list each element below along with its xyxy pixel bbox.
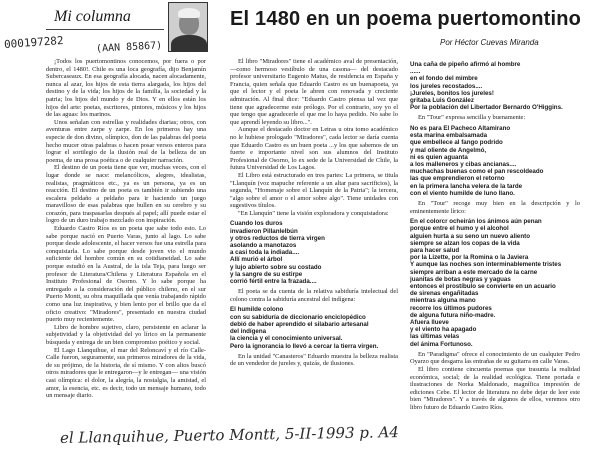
- article-headline: El 1480 en un poema puertomontino: [230, 8, 582, 30]
- poem-line: por la Lizette, por la Romina o la Javiera: [410, 254, 529, 262]
- column-tag: Mi columna: [46, 8, 164, 30]
- paragraph: En "Tour" expresa sencilla y buenamente:: [418, 114, 526, 122]
- poem-line: esta marina embalsamada: [410, 132, 488, 140]
- poem-line: y otros reductos de tierra virgen: [230, 234, 325, 242]
- paragraph: El poeta se da cuenta de la relativa sabiduría intelectual del colono contra la sabiduría ancestral del indígena:: [230, 288, 398, 303]
- paragraph: En la unidad "Canasteros" Eduardo muestra la belleza realista de un vendedor de jureles y, quizás, de ilusiones.: [230, 352, 398, 368]
- poem-line: siempre arriban a este mercado de la carne: [410, 268, 538, 276]
- poem-excerpt: [410, 125, 580, 197]
- paragraph: Libro de hombre sujetivo, claro, persistente en aclarar la subjetividad y la objetividad del yo lírico en la permanente búsqueda y entrega de un bien compromiso poético y social.: [46, 323, 206, 346]
- paragraph: Eduardo Castro Ríos es un poeta que sabe todo esto. Lo sabe porque nació en Puerto Varas, junto al lago. Lo sabe porque desde adolescente, el hacer versos fue una estrella para conquistarla. Lo sabe porque desde joven vio el mundo suficiente del hombre común en su cotidianeidad. Lo sabe porque estudió en la Austral, de la isla Teja, para luego ser profesor de Literatura/Chilena y Literatura Española en el Instituto Profesional de Osorno. Y lo sabe porque ha entregado a la consideración del público chileno, en el sur Puerto Montt, su obra maquillada que venía trabajando rápido como una luz inspirativa, y bien lento por el brillo que da el oficio creativo: "Miradores", presentado en nuestra ciudad puerto muy recientemente.: [46, 225, 206, 324]
- poem-line: que embellece al fango podrido: [410, 139, 503, 147]
- paragraph: Aunque el destacado doctor en Letras u otra tomo académico no le hubiese prologado "Miradores", cada lector se daría cuenta que Eduardo Castro es un buen poeta ...y los que sabemos de un fuerte e importante nivel son sus alumnos del Instituto Profesional de Osorno, lo ex sede de la Universidad de Chile, la futura Universidad de Los Lagos.: [230, 126, 398, 172]
- poem-line: Una caña de pipeño afirmó al hombre: [410, 61, 521, 68]
- paragraph: "En Llanquín" tiene la visión exploradora y conquistadora:: [238, 209, 389, 217]
- left-column: [46, 58, 206, 426]
- paragraph: El libro "Miradores" tiene el académico aval de presentación, —como hermoso vestíbulo de una casona— del destacado profesor universitario Eugenio Matus, de residencia en España y Francia, quien señala que Eduardo Castro es un buenapoeta, ya que el lector y el poeta le abren con renovada y creciente admiración. Al final dice: "Eduardo Castro piensa tal vez que tiene que agradecerme este prólogo. Por el contrario, soy yo el que tengo que agradecerle el que me lo haya pedido. No sabe lo que aprendí leyendo su libro...".: [230, 58, 398, 126]
- poem-line: debió de haber aprendido el silabario artesanal: [230, 320, 369, 328]
- poem-line: y lujo abierto sobre su costado: [230, 263, 322, 271]
- poem-line: gritaba Luis González: [410, 97, 474, 105]
- paragraph: El Lago Llanquihue, el mar del Reloncaví y el río Calle-Calle fueron, seguramente, sus primeros miradores de la vida, de su prójimo, de la historia, de sí mismo. Y con altos buscó otros miradores que le entregaron—y le entregan— una visión casi olímpica: el dolor, la alegría, la nostalgia, la amistad, el amor, la esencia, etc. es decir, todo un mensaje humano, todo un mensaje diario.: [46, 346, 206, 400]
- poem-excerpt: [410, 218, 580, 348]
- paragraph: En "Paradigma" ofrece el conocimiento de un cualquier Pedro Oyarzo que desgarra las entrañas de su guitarra en calle Varas.: [410, 350, 580, 366]
- poem-line: del ánima Fortunoso.: [410, 340, 473, 348]
- poem-line: del indígena: [230, 328, 267, 336]
- middle-column: [230, 58, 398, 426]
- poem-line: Y aunque las noches son interminablemente tristes: [410, 261, 562, 269]
- poem-excerpt: [410, 61, 580, 111]
- poem-line: con el viento humilde de luno llano.: [410, 189, 515, 197]
- poem-line: No es para El Pacheco Altamirano: [410, 125, 511, 133]
- poem-line: recorre los últimos pudores: [410, 304, 492, 312]
- poem-line: El humilde colono: [230, 306, 284, 314]
- poem-line: ......: [410, 68, 421, 76]
- poem-line: entonces el prostíbulo se convierte en un acuario: [410, 283, 556, 291]
- poem-line: las últimas velas: [410, 333, 460, 341]
- paragraph: El Libro está estructurado en tres partes: La primera, se titula "Llanquín (voz mapuche referente a un altar para sacrificios), la segunda, "Homenaje sobre el Llanquín de la Patria"; la tercera, "algo sobre el amor o el amor sobre algo". Tiene unidades con sugestivos títulos.: [230, 171, 398, 210]
- paragraph: En "Tour" recoge muy bien en la descripción y lo eminentemente lírico:: [410, 200, 580, 215]
- poem-line: en la primera lancha velera de la tarde: [410, 182, 523, 190]
- poem-line: invadieron Pillanlelbún: [230, 227, 298, 235]
- handwritten-catalog-code: 000197282: [3, 33, 64, 52]
- poem-line: Cuando los duros: [230, 220, 283, 228]
- poem-line: y la sangre de su estirpe: [230, 270, 303, 278]
- poem-line: Allí murió el árbol: [230, 256, 283, 264]
- right-column: [410, 58, 580, 426]
- poem-line: y el viento ha apagado: [410, 326, 477, 334]
- poem-line: los jureles recostados....: [410, 82, 483, 90]
- paragraph: El libro contiene cincuenta poemas que trasunta la realidad económica, social; de la realidad ecológica. Tiene portada e ilustraciones de Norka Maldonado, magnífica impresión de ediciones Cebe. El lector de literatura no debe dejar de leer este bien "Miradores". Y a través de algunos de ellos, veremos otro libro futuro de Eduardo Castro Ríos.: [410, 366, 580, 412]
- poem-line: a casi toda la indiada....: [230, 249, 300, 257]
- poem-line: con su sabiduría de diccionario enciclopédico: [230, 313, 366, 321]
- poem-excerpt: [230, 306, 398, 349]
- poem-line: porque entre el humo y el alcohol: [410, 225, 509, 233]
- paragraph: Unos señalan con estrellas y realidades diarias; otros, con aventuras entre zarpe y zarpe. En los primeros hay una especie de don divino, olímpico, don de las palabras del poeta hecho mucer otras palabras o hacen posar versos enteros para lograr el sortilegio de la ilusión real de la belleza de un poema, de una prosa poética o de cualquier narración.: [46, 118, 206, 164]
- poem-line: en el fondo del mimbre: [410, 75, 478, 83]
- handwritten-source-note: el Llanquihue, Puerto Montt, 5-II-1993 p. A4: [59, 423, 399, 447]
- poem-line: Por la población del Libertador Bernardo O'Higgins.: [410, 104, 563, 112]
- poem-excerpt: [230, 220, 398, 285]
- article-byline: Por Héctor Cuevas Miranda: [440, 38, 539, 47]
- poem-line: alguien hurta a su seno un nuevo aliento: [410, 232, 530, 240]
- poem-line: de alguna futura niño-madre.: [410, 311, 496, 319]
- poem-line: juanitas de botas negras y yaguas: [410, 275, 511, 283]
- poem-line: siempre se alzan los copas de la vida: [410, 239, 520, 247]
- poem-line: ¡Jureles, bonitos los jureles!: [410, 89, 494, 97]
- author-photo: [168, 2, 208, 52]
- poem-line: Pero la ignorancia lo llevó a cercar la tierra virgen.: [230, 342, 379, 350]
- photo-shoulders: [171, 35, 207, 52]
- poem-line: En el colorcr ocheirán los ánimos aún penan: [410, 218, 542, 226]
- photo-hair: [178, 8, 200, 18]
- poem-line: las que emprendieron el retorno: [410, 175, 505, 183]
- poem-line: de sirenas engañitadas: [410, 290, 479, 298]
- poem-line: para hacer salud: [410, 247, 460, 255]
- poem-line: ni es quien aguanta: [410, 153, 468, 161]
- paragraph: ¡Todos los puertomontinos conocemos, por fuera o por dentro, el 1480!. Chile es una loca geografía, dijo Benjamín Subercaseaux. En esa geografía alocada, nacen alocadamente, nunca al azar, los hijos de esta tierra alargada, los hijos del destino y de la vida; los hijos de la familia, la sociedad y la patria; los hijos del mundo y de Dios. Y en ellos están los hijos del arte: poetas, escritores, pintores, músicos y los hijos de las aguas: los marinos.: [46, 58, 206, 119]
- poem-line: y mal oliente de Angelmó,: [410, 146, 487, 154]
- poem-line: muchachas buenas como el pan rescoldeado: [410, 168, 544, 176]
- paragraph: El destino de un poeta tiene que ver, muchas veces, con el lugar donde se nace: melancólicos, alegres, idealistas, realistas, pragmáticos etc., ya es un persona, ya es un reacción. El destino de un poeta es también ir subiendo una escalera peldaño a peldaño para ir haciendo un juego maravilloso de esas palabras que bullen en su cerebro y su corazón, para traspasarlas después al papel; allí puede estar el logro de un duro trabajo mezclado con inspiración.: [46, 164, 206, 225]
- poem-line: corrió fértil entre la frazada....: [230, 278, 317, 286]
- poem-line: Afuera llueve: [410, 319, 449, 327]
- poem-line: mientras alguna mano: [410, 297, 476, 305]
- poem-line: asolando a manotazos: [230, 242, 297, 250]
- poem-line: la ciencia y el conocimiento universal.: [230, 335, 343, 343]
- poem-line: a los malleneros y cibas ancianas....: [410, 161, 517, 169]
- handwritten-archive-code: (AAN 85867): [95, 40, 163, 55]
